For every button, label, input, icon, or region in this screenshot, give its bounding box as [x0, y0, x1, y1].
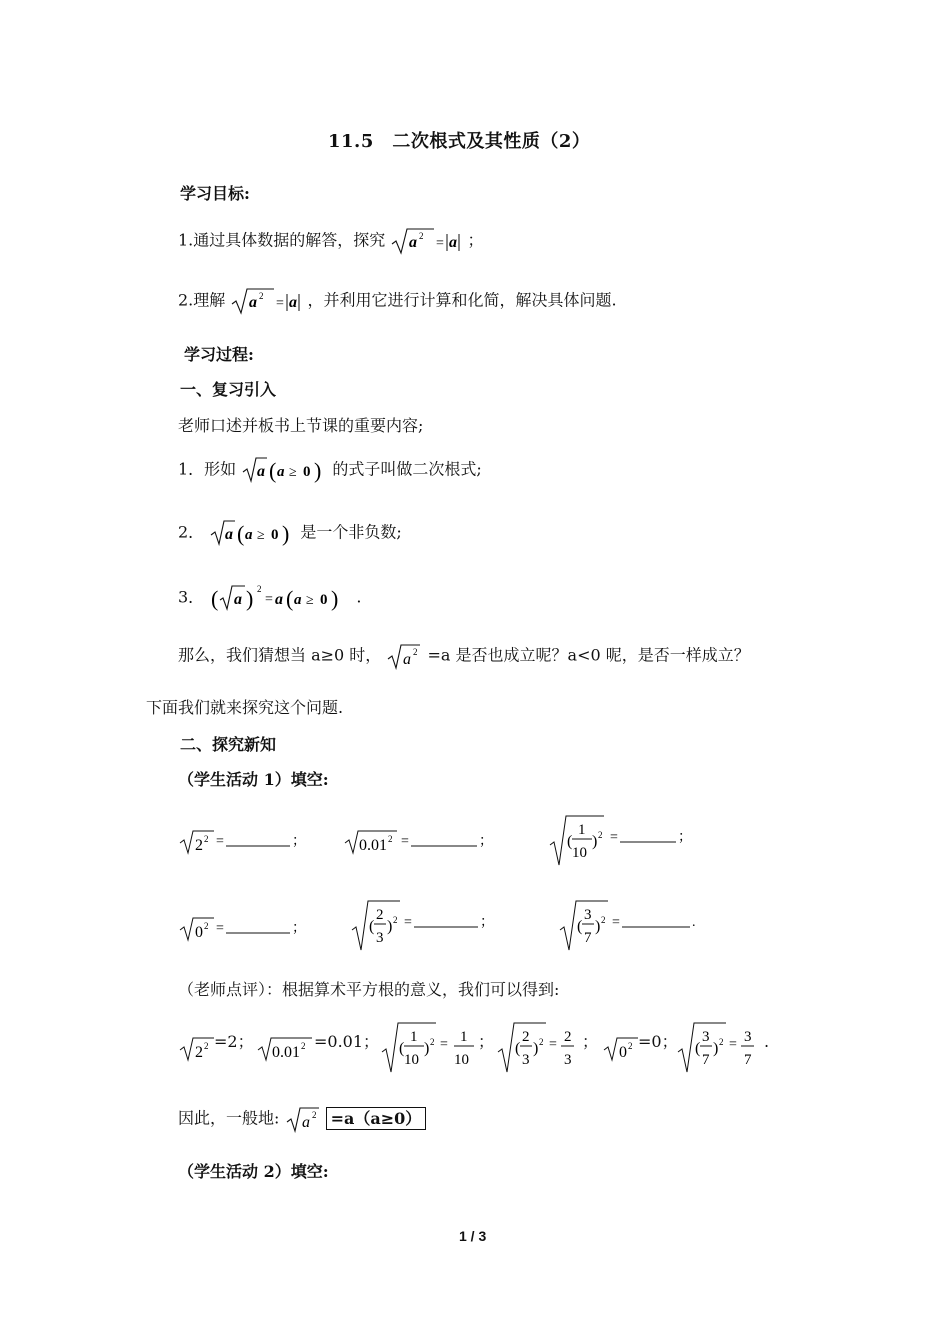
svg-text:a: a — [403, 651, 412, 668]
svg-text:(: ( — [369, 918, 375, 935]
result-4-text: ； — [582, 1032, 599, 1051]
svg-text:): ) — [592, 833, 598, 850]
general-prefix: 因此，一般地: — [178, 1108, 280, 1128]
page-title: 11.5 二次根式及其性质（2） — [328, 131, 591, 152]
result-2-text: =0.01； — [314, 1032, 380, 1051]
svg-text:(: ( — [695, 1040, 701, 1057]
formula-sqrt-a-cond — [209, 518, 295, 548]
general-conclusion — [178, 1104, 426, 1134]
svg-text:=: = — [440, 1037, 448, 1052]
svg-text:≥: ≥ — [257, 528, 265, 543]
svg-text:(: ( — [269, 458, 277, 483]
intro-text: 老师口述并板书上节课的重要内容; — [178, 416, 424, 435]
svg-text:2: 2 — [301, 1041, 306, 1051]
svg-text:a: a — [301, 1114, 310, 1131]
svg-text:2: 2 — [257, 584, 262, 594]
svg-text:=: = — [549, 1037, 557, 1052]
svg-text:): ) — [314, 458, 322, 483]
teacher-comment: （老师点评）：根据算术平方根的意义，我们可以得到: — [178, 980, 560, 999]
svg-text:2: 2 — [376, 907, 384, 923]
svg-text:；: ； — [292, 834, 306, 849]
exercise-sqrt-3-7-squared — [558, 898, 708, 954]
svg-text:；: ； — [480, 915, 494, 930]
svg-text:a: a — [249, 294, 258, 311]
svg-text:a: a — [234, 591, 243, 608]
property-3 — [178, 582, 361, 614]
svg-text:(: ( — [286, 586, 294, 611]
page-number: 1 / 3 — [459, 1228, 487, 1244]
result-1-text: =2； — [214, 1032, 254, 1051]
property-1-suffix: 的式子叫做二次根式; — [332, 459, 482, 479]
svg-text:2: 2 — [388, 834, 393, 844]
result-sqrt-2-3-squared — [496, 1020, 586, 1076]
exercise-sqrt-001-squared — [343, 823, 493, 857]
svg-text:a: a — [257, 463, 266, 480]
svg-text:；: ； — [678, 830, 692, 845]
svg-text:0: 0 — [195, 924, 203, 941]
svg-text:10: 10 — [454, 1052, 469, 1068]
objective-1-text: 1.通过具体数据的解答，探究 — [178, 230, 386, 250]
svg-text:3: 3 — [522, 1052, 530, 1068]
svg-text:a: a — [294, 592, 302, 608]
svg-text:): ) — [595, 918, 601, 935]
svg-text:a: a — [225, 526, 234, 543]
formula-sqrt-a2 — [285, 1104, 321, 1134]
result-sqrt-001-squared — [256, 1030, 312, 1064]
svg-text:3: 3 — [702, 1029, 710, 1045]
svg-text:2: 2 — [195, 837, 203, 854]
svg-text:(: ( — [577, 918, 583, 935]
formula-sqrt-a-cond — [241, 455, 327, 485]
svg-text:2: 2 — [393, 915, 398, 925]
result-sqrt-2-squared — [178, 1030, 214, 1064]
svg-text:7: 7 — [702, 1052, 710, 1068]
svg-text:2: 2 — [430, 1037, 435, 1047]
svg-text:): ) — [282, 521, 290, 546]
svg-text:): ) — [713, 1040, 719, 1057]
objective-2-suffix: ，并利用它进行计算和化简，解决具体问题. — [307, 290, 617, 310]
activity-2-heading: （学生活动 2）填空: — [178, 1162, 329, 1181]
svg-text:=: = — [612, 915, 620, 930]
svg-text:2: 2 — [204, 834, 209, 844]
result-sqrt-3-7-squared — [676, 1020, 762, 1076]
svg-text:=: = — [610, 830, 618, 845]
guess-line — [178, 641, 750, 671]
property-1-prefix: 1．形如 — [178, 459, 237, 479]
property-2-suffix: 是一个非负数; — [300, 522, 402, 542]
svg-text:0: 0 — [303, 464, 311, 480]
exercise-sqrt-1-10-squared — [548, 813, 698, 869]
objective-1-suffix: ； — [467, 230, 484, 250]
objective-2 — [178, 286, 617, 316]
svg-text:0: 0 — [271, 527, 279, 543]
objective-2-text: 2.理解 — [178, 290, 226, 310]
svg-text:0: 0 — [619, 1044, 627, 1061]
svg-text:(: ( — [515, 1040, 521, 1057]
svg-text:2: 2 — [601, 915, 606, 925]
result-6-text: . — [764, 1032, 770, 1051]
svg-text:): ) — [246, 586, 254, 611]
exercise-sqrt-2-3-squared — [350, 898, 500, 954]
svg-text:): ) — [331, 586, 339, 611]
svg-text:7: 7 — [744, 1052, 752, 1068]
property-3-prefix: 3． — [178, 587, 205, 607]
result-5-text: =0； — [638, 1032, 678, 1051]
svg-text:(: ( — [237, 521, 245, 546]
svg-text:=: = — [404, 915, 412, 930]
general-rule-box: =a（a≥0） — [326, 1107, 427, 1130]
objective-1 — [178, 226, 483, 256]
guess-prefix: 那么，我们猜想当 a≥0 时， — [178, 645, 382, 665]
svg-text:3: 3 — [376, 930, 384, 946]
svg-text:0.01: 0.01 — [359, 837, 387, 854]
svg-text:(: ( — [567, 833, 573, 850]
svg-text:；: ； — [479, 834, 493, 849]
svg-text:2: 2 — [195, 1044, 203, 1061]
svg-text:3: 3 — [584, 907, 592, 923]
svg-text:2: 2 — [419, 231, 424, 241]
svg-text:=: = — [216, 921, 224, 936]
svg-text:2: 2 — [259, 291, 264, 301]
svg-text:): ) — [424, 1040, 430, 1057]
svg-text:a: a — [245, 527, 253, 543]
svg-text:2: 2 — [598, 830, 603, 840]
svg-text:0: 0 — [320, 592, 328, 608]
svg-text:a: a — [275, 591, 284, 608]
svg-text:3: 3 — [564, 1052, 572, 1068]
property-3-suffix: . — [356, 587, 362, 607]
formula-sqrt-a2 — [386, 641, 422, 671]
svg-text:a: a — [409, 234, 418, 251]
svg-text:1: 1 — [578, 822, 586, 838]
svg-text:(: ( — [211, 586, 219, 611]
result-3-text: ； — [478, 1032, 495, 1051]
svg-text:=: = — [401, 834, 409, 849]
svg-text:a: a — [449, 234, 458, 251]
svg-text:a: a — [277, 464, 285, 480]
svg-text:0.01: 0.01 — [272, 1044, 300, 1061]
property-2-prefix: 2． — [178, 522, 205, 542]
svg-text:): ) — [387, 918, 393, 935]
svg-text:≥: ≥ — [306, 593, 314, 608]
formula-square-sqrt-a — [209, 582, 351, 614]
exercise-sqrt-0-squared — [178, 910, 308, 944]
svg-text:=: = — [436, 236, 445, 251]
svg-text:10: 10 — [404, 1052, 419, 1068]
svg-text:(: ( — [399, 1040, 405, 1057]
svg-text:2: 2 — [522, 1029, 530, 1045]
svg-text:7: 7 — [584, 930, 592, 946]
formula-sqrt-a2-eq-abs-a — [390, 226, 462, 256]
svg-text:a: a — [289, 294, 298, 311]
section-1-heading: 一、复习引入 — [180, 380, 277, 399]
svg-text:2: 2 — [564, 1029, 572, 1045]
svg-text:2: 2 — [204, 1041, 209, 1051]
property-1 — [178, 455, 482, 485]
svg-text:2: 2 — [719, 1037, 724, 1047]
objectives-heading: 学习目标: — [180, 184, 250, 203]
svg-text:=: = — [729, 1037, 737, 1052]
svg-text:2: 2 — [539, 1037, 544, 1047]
svg-text:2: 2 — [628, 1041, 633, 1051]
section-2-heading: 二、探究新知 — [180, 735, 277, 754]
guess-continuation: 下面我们就来探究这个问题. — [146, 698, 344, 717]
guess-suffix: =a 是否也成立呢？a<0 呢，是否一样成立？ — [427, 645, 750, 665]
result-sqrt-0-squared — [602, 1030, 638, 1064]
svg-text:1: 1 — [410, 1029, 418, 1045]
svg-text:): ) — [533, 1040, 539, 1057]
svg-text:≥: ≥ — [289, 465, 297, 480]
property-2 — [178, 518, 402, 548]
svg-text:=: = — [276, 296, 285, 311]
activity-1-heading: （学生活动 1）填空: — [178, 770, 329, 789]
svg-text:10: 10 — [572, 845, 587, 861]
svg-text:.: . — [692, 915, 696, 930]
process-heading: 学习过程: — [184, 345, 254, 364]
svg-text:；: ； — [292, 921, 306, 936]
svg-text:=: = — [265, 592, 274, 607]
svg-text:2: 2 — [413, 647, 418, 657]
svg-text:=: = — [216, 834, 224, 849]
formula-sqrt-a2-eq-abs-a — [230, 286, 302, 316]
exercise-sqrt-2-squared — [178, 823, 308, 857]
svg-text:1: 1 — [460, 1029, 468, 1045]
svg-text:2: 2 — [311, 1110, 316, 1120]
svg-text:2: 2 — [204, 921, 209, 931]
svg-text:3: 3 — [744, 1029, 752, 1045]
